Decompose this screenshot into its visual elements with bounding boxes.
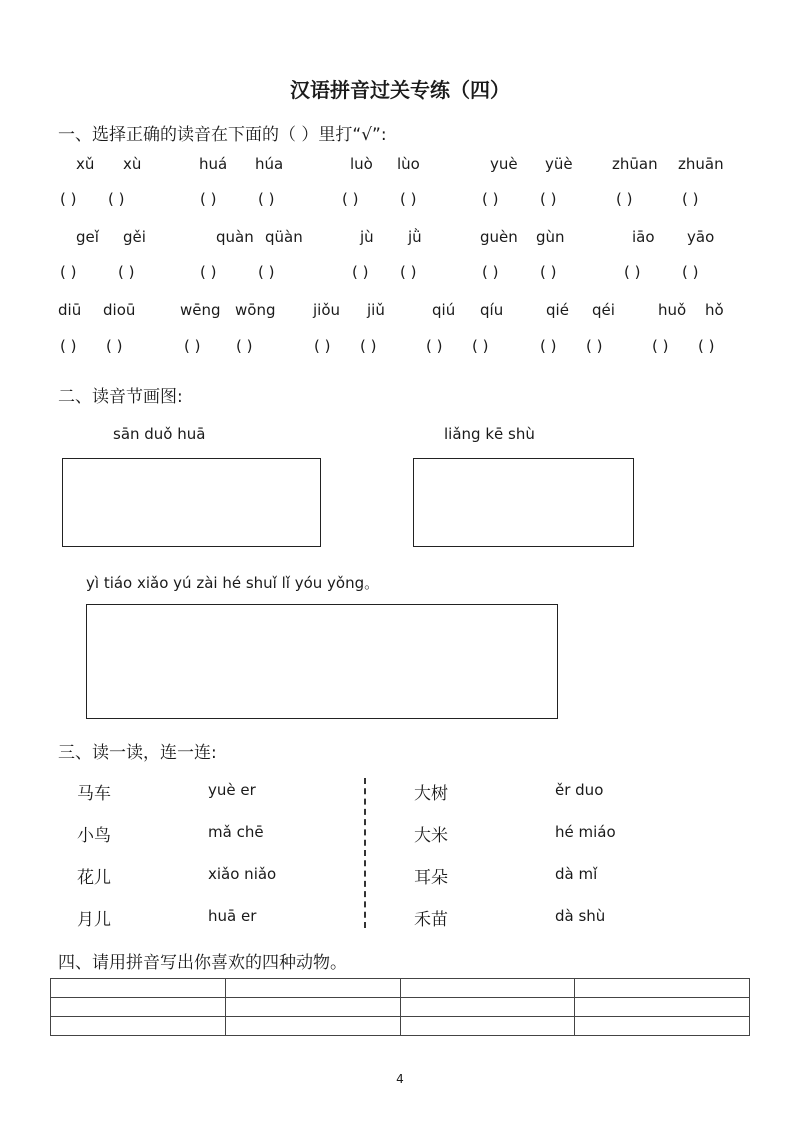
pinyin-option: huǒ <box>658 301 687 319</box>
match-word[interactable]: 大米 <box>414 826 448 846</box>
answer-paren[interactable]: ( ) <box>106 337 123 355</box>
page-number: 4 <box>396 1072 404 1086</box>
pinyin-option: jiǔ <box>367 301 385 319</box>
pinyin-option: jǜ <box>408 228 422 246</box>
answer-paren[interactable]: ( ) <box>60 190 77 208</box>
answer-paren[interactable]: ( ) <box>200 263 217 281</box>
pinyin-option: quàn <box>216 228 254 246</box>
match-pinyin[interactable]: dà shù <box>555 907 606 925</box>
answer-paren[interactable]: ( ) <box>540 263 557 281</box>
answer-paren[interactable]: ( ) <box>400 263 417 281</box>
answer-paren[interactable]: ( ) <box>652 337 669 355</box>
answer-grid <box>50 978 750 1036</box>
answer-cell[interactable] <box>51 1017 226 1036</box>
answer-cell[interactable] <box>575 998 750 1017</box>
answer-paren[interactable]: ( ) <box>236 337 253 355</box>
match-pinyin[interactable]: huā er <box>208 907 257 925</box>
answer-cell[interactable] <box>575 979 750 998</box>
answer-cell[interactable] <box>225 998 400 1017</box>
answer-paren[interactable]: ( ) <box>426 337 443 355</box>
pinyin-option: xǔ <box>76 155 95 173</box>
match-pinyin[interactable]: yuè er <box>208 781 256 799</box>
match-pinyin[interactable]: ěr duo <box>555 781 604 799</box>
answer-paren[interactable]: ( ) <box>540 190 557 208</box>
pinyin-option: gěi <box>123 228 146 246</box>
pinyin-option: lùo <box>397 155 420 173</box>
answer-paren[interactable]: ( ) <box>682 190 699 208</box>
match-word[interactable]: 马车 <box>77 784 111 804</box>
answer-paren[interactable]: ( ) <box>314 337 331 355</box>
page-title: 汉语拼音过关专练（四） <box>290 78 510 102</box>
pinyin-option: iāo <box>632 228 655 246</box>
pinyin-option: geǐ <box>76 228 99 246</box>
section4-heading: 四、请用拼音写出你喜欢的四种动物。 <box>58 953 347 973</box>
pinyin-option: guèn <box>480 228 518 246</box>
answer-paren[interactable]: ( ) <box>60 263 77 281</box>
answer-cell[interactable] <box>51 998 226 1017</box>
answer-paren[interactable]: ( ) <box>258 190 275 208</box>
answer-cell[interactable] <box>575 1017 750 1036</box>
pinyin-option: qié <box>546 301 569 319</box>
answer-paren[interactable]: ( ) <box>586 337 603 355</box>
drawing-box-2[interactable] <box>413 458 634 547</box>
pinyin-option: yāo <box>687 228 715 246</box>
answer-paren[interactable]: ( ) <box>400 190 417 208</box>
answer-cell[interactable] <box>400 1017 575 1036</box>
pinyin-option: qíu <box>480 301 504 319</box>
answer-cell[interactable] <box>225 1017 400 1036</box>
answer-paren[interactable]: ( ) <box>200 190 217 208</box>
drawing-box-3[interactable] <box>86 604 558 719</box>
match-word[interactable]: 小鸟 <box>77 826 111 846</box>
answer-paren[interactable]: ( ) <box>540 337 557 355</box>
pinyin-option: hǒ <box>705 301 724 319</box>
section1-heading: 一、选择正确的读音在下面的（ ）里打“√”: <box>58 125 387 145</box>
answer-cell[interactable] <box>51 979 226 998</box>
answer-paren[interactable]: ( ) <box>352 263 369 281</box>
pinyin-option: jù <box>360 228 374 246</box>
answer-paren[interactable]: ( ) <box>616 190 633 208</box>
match-pinyin[interactable]: xiǎo niǎo <box>208 865 277 883</box>
pinyin-option: xù <box>123 155 142 173</box>
answer-paren[interactable]: ( ) <box>108 190 125 208</box>
drawing-box-1[interactable] <box>62 458 321 547</box>
pinyin-option: húa <box>255 155 284 173</box>
match-word[interactable]: 禾苗 <box>414 910 448 930</box>
answer-paren[interactable]: ( ) <box>698 337 715 355</box>
answer-paren[interactable]: ( ) <box>184 337 201 355</box>
pinyin-option: yuè <box>490 155 518 173</box>
pinyin-option: diū <box>58 301 82 319</box>
section2-heading: 二、读音节画图: <box>58 387 183 407</box>
answer-paren[interactable]: ( ) <box>624 263 641 281</box>
answer-cell[interactable] <box>400 979 575 998</box>
section3-heading: 三、读一读，连一连: <box>58 743 217 763</box>
match-word[interactable]: 花儿 <box>77 868 111 888</box>
answer-paren[interactable]: ( ) <box>342 190 359 208</box>
pinyin-option: zhuān <box>678 155 724 173</box>
pinyin-option: qüàn <box>265 228 303 246</box>
pinyin-option: qéi <box>592 301 615 319</box>
drawing-prompt-2: liǎng kē shù <box>444 425 535 443</box>
pinyin-option: zhūan <box>612 155 658 173</box>
match-pinyin[interactable]: hé miáo <box>555 823 616 841</box>
match-word[interactable]: 大树 <box>414 784 448 804</box>
pinyin-option: gùn <box>536 228 565 246</box>
pinyin-option: dioū <box>103 301 136 319</box>
drawing-prompt-1: sān duǒ huā <box>113 425 206 443</box>
answer-paren[interactable]: ( ) <box>682 263 699 281</box>
match-pinyin[interactable]: dà mǐ <box>555 865 598 883</box>
answer-paren[interactable]: ( ) <box>482 263 499 281</box>
answer-paren[interactable]: ( ) <box>258 263 275 281</box>
pinyin-option: wēng <box>180 301 221 319</box>
pinyin-option: qiú <box>432 301 456 319</box>
match-word[interactable]: 月儿 <box>77 910 111 930</box>
pinyin-option: yüè <box>545 155 573 173</box>
pinyin-option: jiǒu <box>313 301 341 319</box>
answer-cell[interactable] <box>400 998 575 1017</box>
dashed-divider <box>364 778 366 928</box>
pinyin-option: luò <box>350 155 373 173</box>
pinyin-option: wōng <box>235 301 276 319</box>
answer-cell[interactable] <box>225 979 400 998</box>
answer-paren[interactable]: ( ) <box>472 337 489 355</box>
answer-paren[interactable]: ( ) <box>482 190 499 208</box>
answer-paren[interactable]: ( ) <box>360 337 377 355</box>
match-word[interactable]: 耳朵 <box>414 868 448 888</box>
answer-paren[interactable]: ( ) <box>60 337 77 355</box>
match-pinyin[interactable]: mǎ chē <box>208 823 264 841</box>
drawing-prompt-3: yì tiáo xiǎo yú zài hé shuǐ lǐ yóu yǒng。 <box>86 574 380 592</box>
pinyin-option: huá <box>199 155 228 173</box>
answer-paren[interactable]: ( ) <box>118 263 135 281</box>
